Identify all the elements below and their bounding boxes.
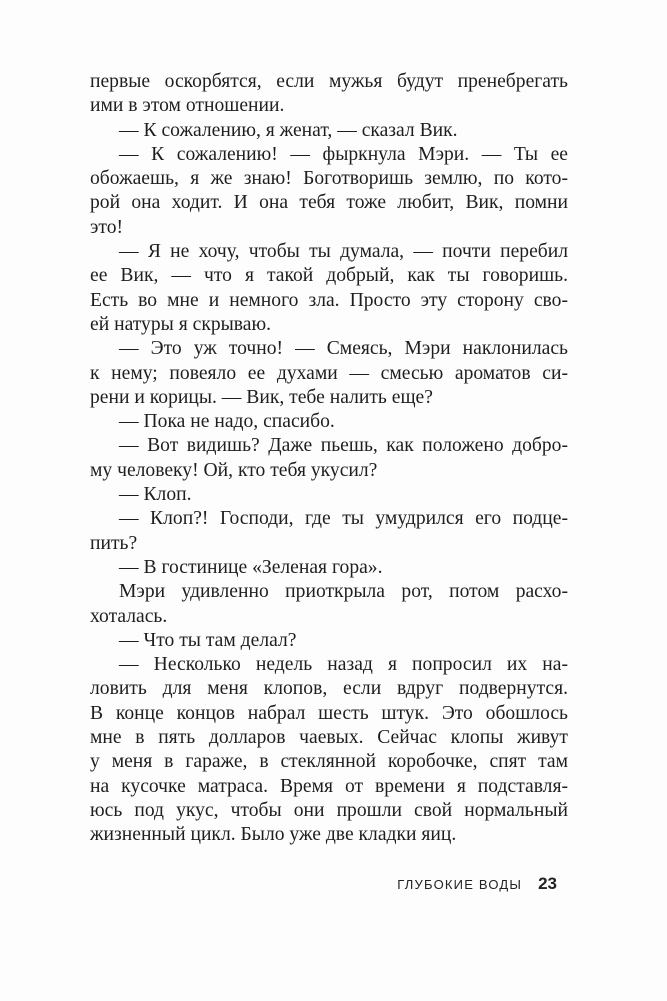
text-line: на кусочке матраса. Время от времени я подставля-: [90, 775, 568, 797]
text-line: у меня в гараже, в стеклянной коробочке, спят там: [90, 751, 568, 773]
text-line: — Несколько недель назад я попросил их на-: [119, 654, 568, 676]
text-line: му человеку! Ой, кто тебя укусил?: [90, 459, 378, 481]
text-line: — Клоп.: [119, 484, 192, 506]
page-footer: [397, 874, 557, 894]
text-line: рени и корицы. — Вик, тебе налить еще?: [90, 386, 433, 408]
text-line: рой она ходит. И она тебя тоже любит, Вик, помни: [90, 192, 568, 214]
text-line: мне в пять долларов чаевых. Сейчас клопы живут: [90, 727, 568, 749]
text-line: хоталась.: [90, 605, 168, 627]
text-line: Есть во мне и немного зла. Просто эту сторону сво-: [90, 289, 568, 311]
text-line: ей натуры я скрываю.: [90, 313, 272, 335]
text-line: юсь под укус, чтобы они прошли свой нормальный: [90, 799, 568, 821]
text-line: жизненный цикл. Было уже две кладки яиц.: [90, 824, 457, 846]
text-line: — Вот видишь? Даже пьешь, как положено добро-: [119, 435, 568, 457]
text-line: — Это уж точно! — Смеясь, Мэри наклонилась: [119, 338, 568, 360]
text-line: это!: [90, 216, 124, 238]
text-line: обожаешь, я же знаю! Боготворишь землю, по кото-: [90, 168, 568, 190]
text-line: пить?: [90, 532, 138, 554]
text-line: Мэри удивленно приоткрыла рот, потом расхо-: [119, 581, 568, 603]
text-line: ими в этом отношении.: [90, 95, 285, 117]
text-line: — Что ты там делал?: [119, 629, 297, 651]
body-text: [90, 70, 568, 848]
text-line: — Пока не надо, спасибо.: [119, 411, 335, 433]
text-line: первые оскорбятся, если мужья будут пренебрегать: [90, 71, 568, 92]
text-line: ловить для меня клопов, если вдруг подвернутся.: [90, 678, 568, 700]
text-line: — В гостинице «Зеленая гора».: [119, 556, 383, 578]
text-line: — К сожалению, я женат, — сказал Вик.: [119, 119, 458, 141]
running-title: ГЛУБОКИЕ ВОДЫ: [397, 877, 523, 892]
page-number: 23: [538, 874, 557, 893]
text-line: к нему; повеяло ее духами — смесью ароматов си-: [90, 362, 568, 384]
text-line: — Я не хочу, чтобы ты думала, — почти перебил: [119, 241, 568, 263]
text-line: — Клоп?! Господи, где ты умудрился его подце-: [119, 508, 568, 530]
text-line: ее Вик, — что я такой добрый, как ты говоришь.: [90, 265, 568, 287]
text-line: — К сожалению! — фыркнула Мэри. — Ты ее: [119, 143, 568, 165]
text-line: В конце концов набрал шесть штук. Это обошлось: [90, 702, 568, 724]
